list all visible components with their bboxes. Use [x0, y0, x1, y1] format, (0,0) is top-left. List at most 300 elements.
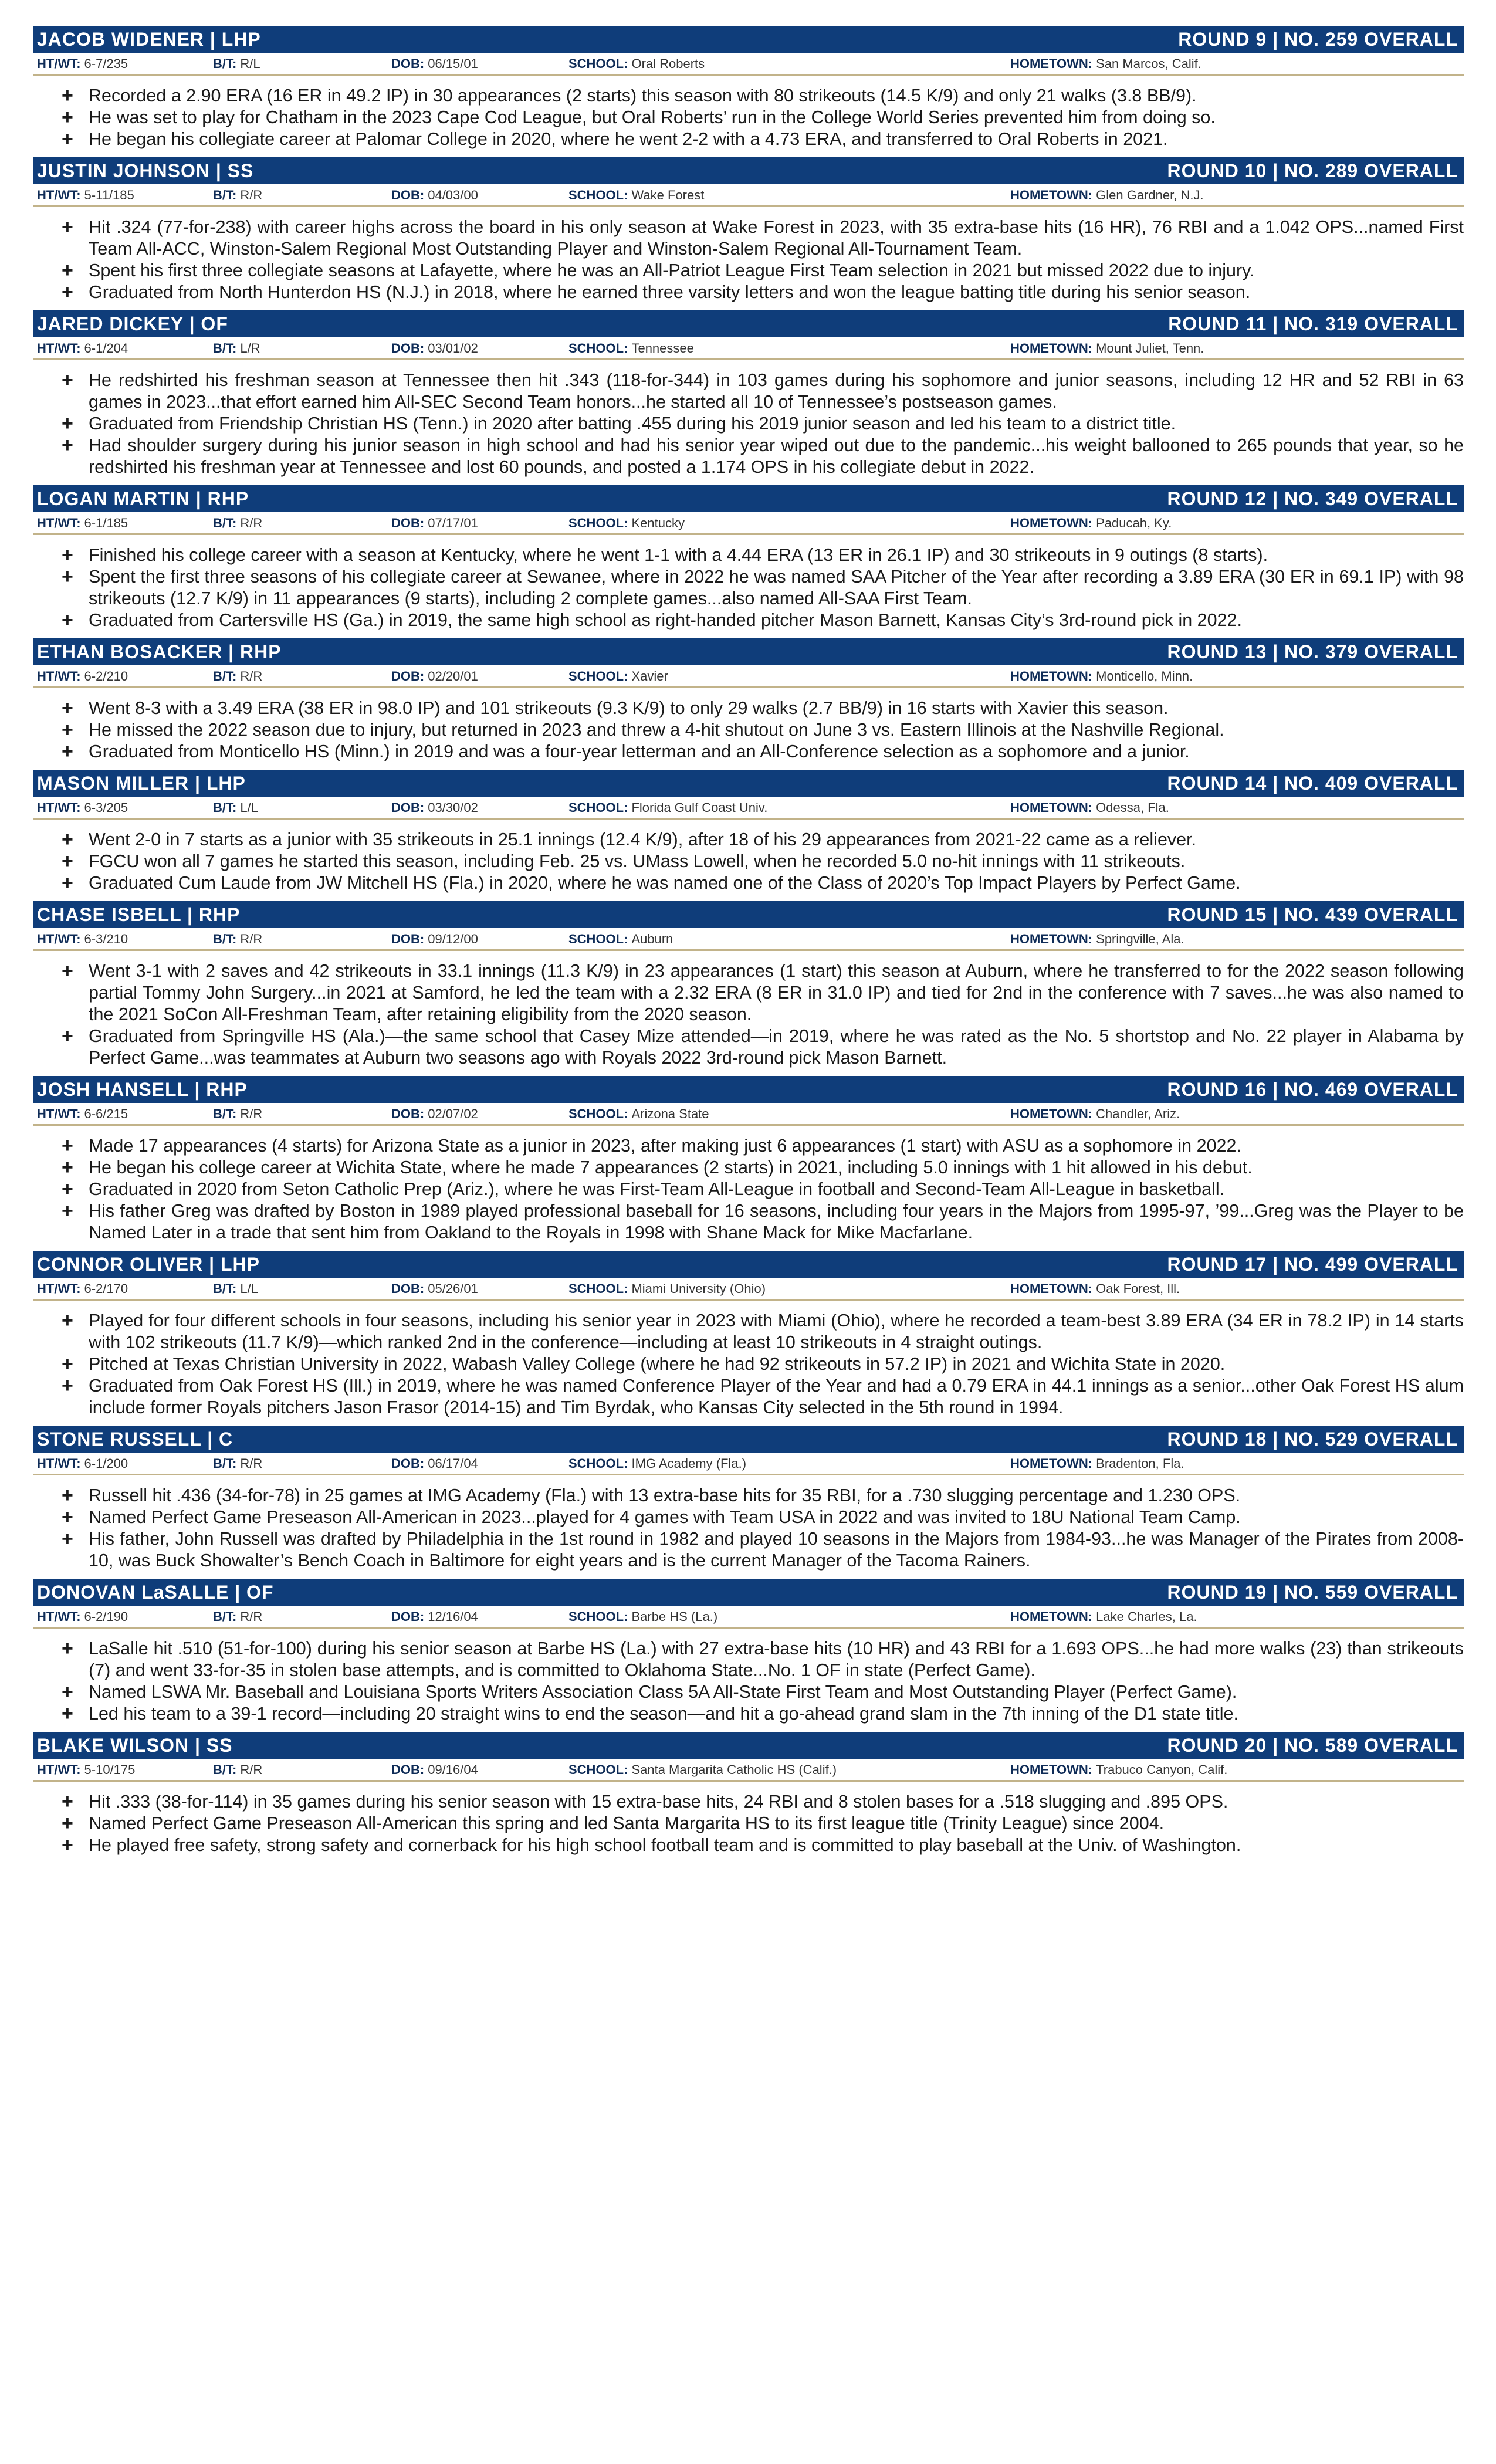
date-of-birth	[391, 1609, 478, 1624]
date-of-birth	[391, 1106, 478, 1122]
htwt-value: 6-1/204	[84, 341, 128, 356]
bio-notes	[33, 1126, 1464, 1251]
dob-label: DOB:	[391, 188, 425, 202]
bio-note	[33, 610, 1464, 631]
player-block	[33, 770, 1464, 901]
bio-note-text: He began his collegiate career at Palomar College in 2020, where he went 2-2 with a 4.73 ERA, and transferred to Oral Roberts in 2021.	[89, 129, 1168, 149]
school-label: SCHOOL:	[568, 932, 628, 946]
school-value: Santa Margarita Catholic HS (Calif.)	[631, 1762, 837, 1777]
school	[568, 1456, 746, 1471]
bt-label: B/T:	[213, 1762, 237, 1777]
plus-icon: +	[62, 1025, 73, 1047]
hometown	[1010, 1281, 1180, 1297]
hometown-value: Paducah, Ky.	[1096, 516, 1172, 530]
draft-round: ROUND 15 | NO. 439 OVERALL	[1167, 903, 1458, 925]
hometown-label: HOMETOWN:	[1010, 800, 1093, 815]
player-header	[33, 310, 1464, 337]
school	[568, 341, 694, 356]
school	[568, 1106, 709, 1122]
htwt-label: HT/WT:	[37, 1609, 81, 1624]
bio-notes	[33, 820, 1464, 901]
bt-label: B/T:	[213, 56, 237, 71]
dob-value: 03/30/02	[428, 800, 478, 815]
plus-icon: +	[62, 412, 73, 435]
bio-note-text: Graduated from Springville HS (Ala.)—the same school that Casey Mize attended—in 2019, where he was rated as the No. 5 shortstop and No. 22 player in Alabama by Perfect Game...was teammates at Auburn two seasons ago with Royals 2022 3rd-round pick Mason Barnett.	[89, 1026, 1464, 1068]
school-label: SCHOOL:	[568, 669, 628, 683]
htwt-label: HT/WT:	[37, 341, 81, 356]
hometown	[1010, 56, 1201, 72]
htwt-value: 6-2/170	[84, 1281, 128, 1296]
school-value: Florida Gulf Coast Univ.	[631, 800, 768, 815]
bio-notes	[33, 76, 1464, 157]
plus-icon: +	[62, 1791, 73, 1813]
player-block	[33, 1426, 1464, 1579]
school-value: Barbe HS (La.)	[631, 1609, 718, 1624]
height-weight	[37, 1762, 135, 1778]
player-block	[33, 1732, 1464, 1863]
date-of-birth	[391, 188, 478, 203]
bio-note	[33, 1375, 1464, 1419]
school-label: SCHOOL:	[568, 188, 628, 202]
plus-icon: +	[62, 872, 73, 894]
school	[568, 516, 685, 531]
school	[568, 669, 668, 684]
school-label: SCHOOL:	[568, 800, 628, 815]
hometown	[1010, 341, 1204, 356]
player-name: JACOB WIDENER | LHP	[37, 28, 261, 50]
school-label: SCHOOL:	[568, 1456, 628, 1471]
bio-note	[33, 1135, 1464, 1157]
bio-note	[33, 1310, 1464, 1353]
dob-label: DOB:	[391, 341, 425, 356]
dob-value: 02/07/02	[428, 1106, 478, 1121]
dob-value: 09/12/00	[428, 932, 478, 946]
player-header	[33, 157, 1464, 184]
player-info-row	[33, 1453, 1464, 1475]
player-header	[33, 1579, 1464, 1606]
dob-value: 06/17/04	[428, 1456, 478, 1471]
hometown-label: HOMETOWN:	[1010, 932, 1093, 946]
bt-value: R/R	[240, 1106, 263, 1121]
bt-value: R/R	[240, 516, 263, 530]
plus-icon: +	[62, 1375, 73, 1397]
player-info-row	[33, 1759, 1464, 1782]
plus-icon: +	[62, 697, 73, 719]
bats-throws	[213, 1609, 262, 1624]
player-name: CHASE ISBELL | RHP	[37, 903, 241, 925]
bio-note	[33, 1528, 1464, 1572]
bio-note-text: Named Perfect Game Preseason All-American this spring and led Santa Margarita HS to its first league title (Trinity League) since 2004.	[89, 1813, 1165, 1833]
htwt-value: 6-6/215	[84, 1106, 128, 1121]
htwt-value: 6-2/190	[84, 1609, 128, 1624]
bio-notes	[33, 1782, 1464, 1863]
bio-notes	[33, 1301, 1464, 1426]
plus-icon: +	[62, 1178, 73, 1200]
player-block	[33, 26, 1464, 157]
hometown-label: HOMETOWN:	[1010, 669, 1093, 683]
player-block	[33, 1579, 1464, 1732]
school-value: IMG Academy (Fla.)	[631, 1456, 747, 1471]
dob-value: 12/16/04	[428, 1609, 478, 1624]
player-name: DONOVAN LaSALLE | OF	[37, 1581, 274, 1603]
school-label: SCHOOL:	[568, 1609, 628, 1624]
player-header	[33, 901, 1464, 928]
htwt-value: 5-11/185	[84, 188, 134, 202]
plus-icon: +	[62, 1353, 73, 1375]
player-info-row	[33, 665, 1464, 688]
school	[568, 1609, 717, 1624]
bio-note	[33, 128, 1464, 150]
bats-throws	[213, 56, 260, 72]
draft-round: ROUND 12 | NO. 349 OVERALL	[1167, 488, 1458, 509]
school-value: Kentucky	[631, 516, 685, 530]
hometown-label: HOMETOWN:	[1010, 1106, 1093, 1121]
school-value: Tennessee	[631, 341, 694, 356]
school	[568, 56, 705, 72]
plus-icon: +	[62, 719, 73, 741]
player-info-row	[33, 53, 1464, 76]
bats-throws	[213, 516, 262, 531]
hometown-value: Oak Forest, Ill.	[1096, 1281, 1180, 1296]
school-label: SCHOOL:	[568, 1281, 628, 1296]
bio-note	[33, 1507, 1464, 1528]
bt-label: B/T:	[213, 1106, 237, 1121]
draft-round: ROUND 20 | NO. 589 OVERALL	[1167, 1734, 1458, 1756]
bio-note	[33, 1179, 1464, 1200]
player-header	[33, 1426, 1464, 1453]
plus-icon: +	[62, 1200, 73, 1222]
bio-notes	[33, 207, 1464, 310]
dob-label: DOB:	[391, 1609, 425, 1624]
bio-note-text: Led his team to a 39-1 record—including 20 straight wins to end the season—and hit a go-ahead grand slam in the 7th inning of the D1 state title.	[89, 1704, 1238, 1724]
dob-value: 02/20/01	[428, 669, 478, 683]
hometown-label: HOMETOWN:	[1010, 188, 1093, 202]
plus-icon: +	[62, 1309, 73, 1332]
hometown-label: HOMETOWN:	[1010, 1281, 1093, 1296]
bio-note	[33, 851, 1464, 872]
hometown	[1010, 516, 1172, 531]
dob-value: 04/03/00	[428, 188, 478, 202]
bio-note	[33, 282, 1464, 303]
bt-value: L/L	[240, 1281, 258, 1296]
height-weight	[37, 341, 128, 356]
draft-round: ROUND 10 | NO. 289 OVERALL	[1167, 160, 1458, 181]
date-of-birth	[391, 341, 478, 356]
bio-notes	[33, 688, 1464, 770]
plus-icon: +	[62, 281, 73, 303]
hometown	[1010, 669, 1193, 684]
bio-note-text: Graduated from Monticello HS (Minn.) in 2019 and was a four-year letterman and an All-Conference selection as a sophomore and a junior.	[89, 742, 1190, 761]
bio-note-text: Named LSWA Mr. Baseball and Louisiana Sports Writers Association Class 5A All-State First Team and Most Outstanding Player (Perfect Game).	[89, 1682, 1237, 1702]
height-weight	[37, 1456, 128, 1471]
date-of-birth	[391, 932, 478, 947]
draft-round: ROUND 13 | NO. 379 OVERALL	[1167, 641, 1458, 662]
bats-throws	[213, 800, 258, 815]
player-block	[33, 310, 1464, 485]
htwt-label: HT/WT:	[37, 669, 81, 683]
player-block	[33, 1251, 1464, 1426]
htwt-value: 5-10/175	[84, 1762, 136, 1777]
hometown-value: Lake Charles, La.	[1096, 1609, 1197, 1624]
bats-throws	[213, 1762, 262, 1778]
hometown-value: Glen Gardner, N.J.	[1096, 188, 1204, 202]
bio-note	[33, 1157, 1464, 1179]
school-value: Wake Forest	[631, 188, 705, 202]
hometown	[1010, 1456, 1184, 1471]
bio-note-text: Graduated from Cartersville HS (Ga.) in 2019, the same high school as right-handed pitcher Mason Barnett, Kansas City’s 3rd-round pick in 2022.	[89, 610, 1242, 630]
player-name: MASON MILLER | LHP	[37, 772, 246, 794]
school-value: Arizona State	[631, 1106, 709, 1121]
player-info-row	[33, 928, 1464, 951]
player-header	[33, 1076, 1464, 1103]
dob-value: 03/01/02	[428, 341, 478, 356]
draft-round: ROUND 18 | NO. 529 OVERALL	[1167, 1428, 1458, 1450]
plus-icon: +	[62, 369, 73, 391]
hometown	[1010, 800, 1169, 815]
dob-value: 06/15/01	[428, 56, 478, 71]
bio-note-text: Recorded a 2.90 ERA (16 ER in 49.2 IP) in 30 appearances (2 starts) this season with 80 strikeouts (14.5 K/9) and only 21 walks (3.8 BB/9).	[89, 86, 1197, 106]
height-weight	[37, 1609, 128, 1624]
dob-label: DOB:	[391, 1762, 425, 1777]
player-header	[33, 1732, 1464, 1759]
player-name: JUSTIN JOHNSON | SS	[37, 160, 254, 181]
date-of-birth	[391, 669, 478, 684]
plus-icon: +	[62, 609, 73, 631]
bio-notes	[33, 1475, 1464, 1579]
school	[568, 188, 704, 203]
htwt-label: HT/WT:	[37, 1456, 81, 1471]
bats-throws	[213, 932, 262, 947]
hometown-label: HOMETOWN:	[1010, 1762, 1093, 1777]
hometown	[1010, 1762, 1227, 1778]
date-of-birth	[391, 56, 478, 72]
player-name: BLAKE WILSON | SS	[37, 1734, 233, 1756]
hometown-value: Mount Juliet, Tenn.	[1096, 341, 1204, 356]
bats-throws	[213, 1281, 258, 1297]
school	[568, 800, 767, 815]
hometown-value: Springville, Ala.	[1096, 932, 1184, 946]
htwt-label: HT/WT:	[37, 800, 81, 815]
plus-icon: +	[62, 544, 73, 566]
htwt-label: HT/WT:	[37, 516, 81, 530]
bio-note-text: LaSalle hit .510 (51-for-100) during his senior season at Barbe HS (La.) with 27 extra-base hits (10 HR) and 43 RBI for a 1.693 OPS...he had more walks (23) than strikeouts (7) and went 33-for-35 in stolen base attempts, and is committed to Oklahoma State...No. 1 OF in state (Perfect Game).	[89, 1639, 1464, 1680]
date-of-birth	[391, 516, 478, 531]
draft-round: ROUND 11 | NO. 319 OVERALL	[1168, 313, 1458, 334]
bio-note	[33, 370, 1464, 413]
player-name: CONNOR OLIVER | LHP	[37, 1253, 260, 1275]
plus-icon: +	[62, 434, 73, 456]
player-block	[33, 638, 1464, 770]
plus-icon: +	[62, 1637, 73, 1660]
htwt-label: HT/WT:	[37, 56, 81, 71]
bio-note-text: He missed the 2022 season due to injury, but returned in 2023 and threw a 4-hit shutout on June 3 vs. Eastern Illinois at the Nashville Regional.	[89, 720, 1224, 740]
player-info-row	[33, 1278, 1464, 1301]
player-info-row	[33, 1103, 1464, 1126]
bt-value: R/R	[240, 1762, 263, 1777]
school-value: Auburn	[631, 932, 673, 946]
htwt-value: 6-1/185	[84, 516, 128, 530]
player-info-row	[33, 337, 1464, 360]
school-label: SCHOOL:	[568, 516, 628, 530]
dob-label: DOB:	[391, 800, 425, 815]
bio-note	[33, 698, 1464, 719]
bio-note	[33, 85, 1464, 107]
bio-note-text: Pitched at Texas Christian University in 2022, Wabash Valley College (where he had 92 strikeouts in 57.2 IP) in 2021 and Wichita State in 2020.	[89, 1354, 1226, 1374]
htwt-value: 6-1/200	[84, 1456, 128, 1471]
bio-note-text: FGCU won all 7 games he started this season, including Feb. 25 vs. UMass Lowell, when he recorded 5.0 no-hit innings with 11 strikeouts.	[89, 851, 1186, 871]
player-info-row	[33, 797, 1464, 820]
bio-note	[33, 1681, 1464, 1703]
player-header	[33, 26, 1464, 53]
bio-note-text: Went 3-1 with 2 saves and 42 strikeouts in 33.1 innings (11.3 K/9) in 23 appearances (1 start) this season at Auburn, where he transferred to for the 2022 season following partial Tommy John Surgery...in 2021 at Samford, he led the team with a 2.32 ERA (8 ER in 31.0 IP) and tied for 2nd in the conference with 7 saves...he was also named to the 2021 SoCon All-Freshman Team, after retaining eligibility from the 2020 season.	[89, 961, 1464, 1024]
bio-note-text: Graduated Cum Laude from JW Mitchell HS (Fla.) in 2020, where he was named one of the Class of 2020’s Top Impact Players by Perfect Game.	[89, 873, 1241, 893]
plus-icon: +	[62, 740, 73, 763]
bio-note	[33, 413, 1464, 435]
bio-note-text: He played free safety, strong safety and cornerback for his high school football team and is committed to play baseball at the Univ. of Washington.	[89, 1835, 1241, 1855]
bio-note-text: Spent his first three collegiate seasons at Lafayette, where he was an All-Patriot League First Team selection in 2021 but missed 2022 due to injury.	[89, 260, 1255, 280]
plus-icon: +	[62, 566, 73, 588]
plus-icon: +	[62, 1506, 73, 1528]
draft-round: ROUND 9 | NO. 259 OVERALL	[1178, 28, 1458, 50]
player-block	[33, 485, 1464, 638]
bio-note-text: His father, John Russell was drafted by Philadelphia in the 1st round in 1982 and played 10 seasons in the Majors from 1984-93...he was Manager of the Pirates from 2008-10, was Buck Showalter’s Bench Coach in Baltimore for eight years and is the current Manager of the Tacoma Rainers.	[89, 1529, 1464, 1571]
bt-label: B/T:	[213, 1609, 237, 1624]
bio-note-text: Played for four different schools in four seasons, including his senior year in 2023 with Miami (Ohio), where he recorded a team-best 3.89 ERA (34 ER in 78.2 IP) in 14 starts with 102 strikeouts (11.7 K/9)—which ranked 2nd in the conference—including at least 10 strikeouts in 4 straight outings.	[89, 1311, 1464, 1352]
htwt-label: HT/WT:	[37, 1762, 81, 1777]
plus-icon: +	[62, 1812, 73, 1835]
bt-value: R/L	[240, 56, 260, 71]
hometown-value: Bradenton, Fla.	[1096, 1456, 1184, 1471]
hometown-label: HOMETOWN:	[1010, 516, 1093, 530]
draft-round: ROUND 16 | NO. 469 OVERALL	[1167, 1078, 1458, 1100]
bt-label: B/T:	[213, 341, 237, 356]
bio-note-text: Finished his college career with a season at Kentucky, where he went 1-1 with a 4.44 ERA (13 ER in 26.1 IP) and 30 strikeouts in 9 outings (8 starts).	[89, 545, 1268, 565]
plus-icon: +	[62, 216, 73, 238]
school	[568, 1281, 766, 1297]
bt-label: B/T:	[213, 1281, 237, 1296]
draft-bio-page	[33, 26, 1464, 1863]
bio-note	[33, 1813, 1464, 1835]
player-info-row	[33, 1606, 1464, 1629]
player-name: ETHAN BOSACKER | RHP	[37, 641, 282, 662]
bio-note	[33, 1791, 1464, 1813]
bio-notes	[33, 951, 1464, 1076]
dob-label: DOB:	[391, 932, 425, 946]
plus-icon: +	[62, 1135, 73, 1157]
bats-throws	[213, 1106, 262, 1122]
plus-icon: +	[62, 1528, 73, 1550]
school-label: SCHOOL:	[568, 1106, 628, 1121]
player-block	[33, 157, 1464, 310]
date-of-birth	[391, 1762, 478, 1778]
bio-note-text: Made 17 appearances (4 starts) for Arizona State as a junior in 2023, after making just 6 appearances (1 start) with ASU as a sophomore in 2022.	[89, 1136, 1241, 1156]
school	[568, 1762, 837, 1778]
bio-note-text: He was set to play for Chatham in the 2023 Cape Cod League, but Oral Roberts’ run in the College World Series prevented him from doing so.	[89, 107, 1216, 127]
date-of-birth	[391, 1281, 478, 1297]
school-label: SCHOOL:	[568, 1762, 628, 1777]
bio-note	[33, 1200, 1464, 1244]
bio-note-text: Named Perfect Game Preseason All-American in 2023...played for 4 games with Team USA in 2022 and was invited to 18U National Team Camp.	[89, 1507, 1241, 1527]
bt-label: B/T:	[213, 932, 237, 946]
bt-value: R/R	[240, 1609, 263, 1624]
dob-label: DOB:	[391, 1456, 425, 1471]
bt-value: L/R	[240, 341, 260, 356]
bio-note	[33, 544, 1464, 566]
player-name: JOSH HANSELL | RHP	[37, 1078, 248, 1100]
bt-value: R/R	[240, 188, 263, 202]
height-weight	[37, 669, 128, 684]
player-name: JARED DICKEY | OF	[37, 313, 228, 334]
hometown-label: HOMETOWN:	[1010, 341, 1093, 356]
htwt-value: 6-3/210	[84, 932, 128, 946]
height-weight	[37, 1281, 128, 1297]
bio-note-text: Graduated from North Hunterdon HS (N.J.) in 2018, where he earned three varsity letters and won the league batting title during his senior season.	[89, 282, 1251, 302]
player-header	[33, 770, 1464, 797]
bio-note-text: Hit .333 (38-for-114) in 35 games during his senior season with 15 extra-base hits, 24 RBI and 8 stolen bases for a .518 slugging and .895 OPS.	[89, 1792, 1228, 1812]
height-weight	[37, 1106, 128, 1122]
bt-value: R/R	[240, 1456, 263, 1471]
hometown-value: San Marcos, Calif.	[1096, 56, 1201, 71]
bats-throws	[213, 341, 260, 356]
hometown	[1010, 188, 1204, 203]
bio-note	[33, 260, 1464, 282]
bio-note-text: Went 2-0 in 7 starts as a junior with 35 strikeouts in 25.1 innings (12.4 K/9), after 18 of his 29 appearances from 2021-22 came as a reliever.	[89, 830, 1197, 849]
player-info-row	[33, 184, 1464, 207]
dob-label: DOB:	[391, 1106, 425, 1121]
htwt-value: 6-7/235	[84, 56, 128, 71]
bt-label: B/T:	[213, 188, 237, 202]
plus-icon: +	[62, 128, 73, 150]
player-block	[33, 1076, 1464, 1251]
plus-icon: +	[62, 1484, 73, 1507]
bio-note	[33, 960, 1464, 1025]
school-label: SCHOOL:	[568, 56, 628, 71]
player-name: LOGAN MARTIN | RHP	[37, 488, 249, 509]
bats-throws	[213, 188, 262, 203]
plus-icon: +	[62, 1156, 73, 1179]
dob-label: DOB:	[391, 669, 425, 683]
school-value: Miami University (Ohio)	[631, 1281, 766, 1296]
bio-note	[33, 1703, 1464, 1725]
bio-note	[33, 829, 1464, 851]
bio-note	[33, 1025, 1464, 1069]
bt-label: B/T:	[213, 669, 237, 683]
draft-round: ROUND 17 | NO. 499 OVERALL	[1167, 1253, 1458, 1275]
date-of-birth	[391, 1456, 478, 1471]
htwt-label: HT/WT:	[37, 1106, 81, 1121]
plus-icon: +	[62, 1703, 73, 1725]
draft-round: ROUND 14 | NO. 409 OVERALL	[1167, 772, 1458, 794]
dob-value: 05/26/01	[428, 1281, 478, 1296]
dob-label: DOB:	[391, 1281, 425, 1296]
htwt-label: HT/WT:	[37, 932, 81, 946]
hometown-label: HOMETOWN:	[1010, 1609, 1093, 1624]
dob-label: DOB:	[391, 56, 425, 71]
height-weight	[37, 56, 128, 72]
bt-value: R/R	[240, 932, 263, 946]
school-value: Xavier	[631, 669, 668, 683]
hometown	[1010, 1609, 1197, 1624]
bio-note	[33, 216, 1464, 260]
player-header	[33, 485, 1464, 512]
bio-note	[33, 719, 1464, 741]
height-weight	[37, 800, 128, 815]
bio-note	[33, 872, 1464, 894]
bio-notes	[33, 360, 1464, 485]
bio-notes	[33, 1629, 1464, 1732]
plus-icon: +	[62, 1834, 73, 1856]
htwt-label: HT/WT:	[37, 1281, 81, 1296]
